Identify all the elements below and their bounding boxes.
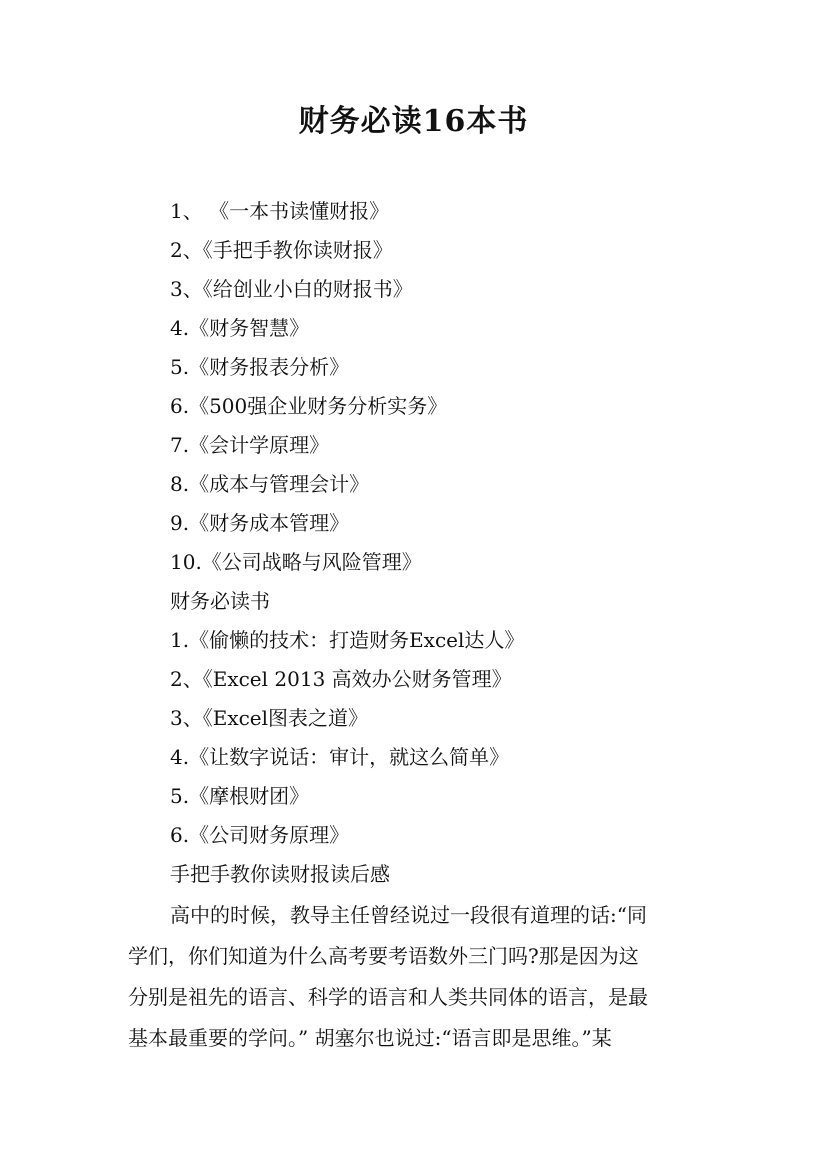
list-item: 5.《摩根财团》	[170, 784, 310, 808]
list-item: 3、《Excel图表之道》	[170, 706, 369, 730]
paragraph-line: 基本最重要的学问。” 胡塞尔也说过:“语言即是思维。”某	[128, 1026, 612, 1050]
paragraph-line: 分别是祖先的语言、科学的语言和人类共同体的语言，是最	[128, 985, 648, 1009]
list-item: 5.《财务报表分析》	[170, 355, 350, 379]
list-item: 1、 《一本书读懂财报》	[170, 199, 390, 223]
list-item: 6.《500强企业财务分析实务》	[170, 394, 448, 418]
section-heading: 手把手教你读财报读后感	[170, 862, 390, 886]
list-item: 2、《手把手教你读财报》	[170, 238, 393, 262]
list-item: 4.《让数字说话：审计，就这么简单》	[170, 745, 510, 769]
list-item: 9.《财务成本管理》	[170, 511, 350, 535]
list-item: 6.《公司财务原理》	[170, 823, 350, 847]
paragraph-line: 高中的时候，教导主任曾经说过一段很有道理的话:“同	[170, 903, 647, 927]
list-item: 3、《给创业小白的财报书》	[170, 277, 413, 301]
list-item: 2、《Excel 2013 高效办公财务管理》	[170, 667, 512, 691]
document-title: 财务必读16本书	[298, 104, 529, 139]
body-paragraph	[128, 895, 703, 1059]
section-heading: 财务必读书	[170, 589, 270, 613]
list-item: 4.《财务智慧》	[170, 316, 310, 340]
list-item: 8.《成本与管理会计》	[170, 472, 370, 496]
book-list	[170, 192, 730, 894]
list-item: 1.《偷懒的技术：打造财务Excel达人》	[170, 628, 525, 652]
list-item: 10.《公司战略与风险管理》	[170, 550, 422, 574]
list-item: 7.《会计学原理》	[170, 433, 330, 457]
paragraph-line: 学们，你们知道为什么高考要考语数外三门吗?那是因为这	[128, 944, 639, 968]
